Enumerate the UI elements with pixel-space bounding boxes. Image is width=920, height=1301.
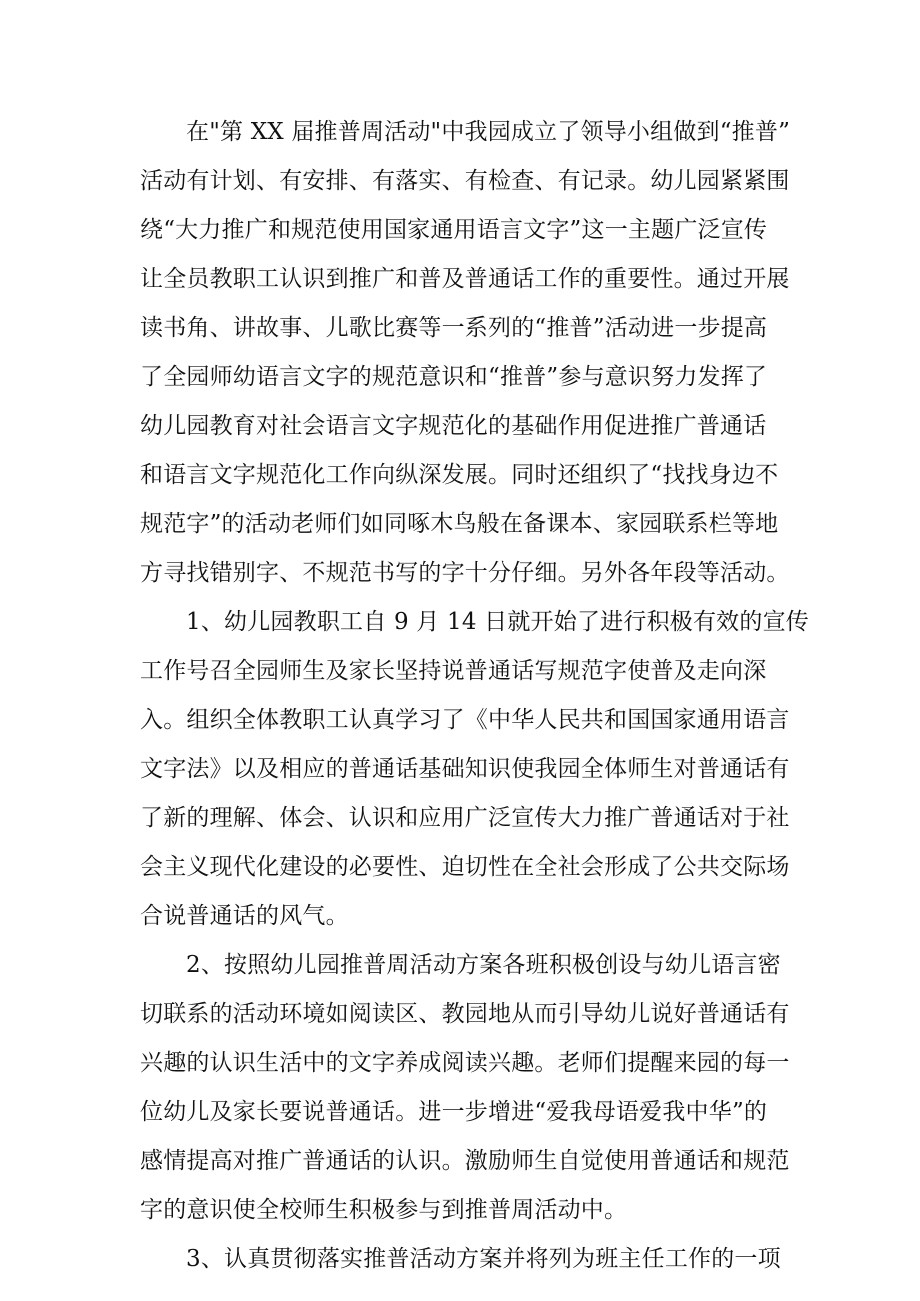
paragraph-2-line-4: 文字法》以及相应的普通话基础知识使我园全体师生对普通话有: [140, 756, 790, 782]
document-body: [140, 108, 809, 1284]
paragraph-2-line-3: 入。组织全体教职工认真学习了《中华人民共和国国家通用语言: [140, 707, 790, 733]
paragraph-2-line-1: 1、幼儿园教职工自 9 月 14 日就开始了进行积极有效的宣传: [186, 609, 809, 635]
paragraph-3-line-3: 兴趣的认识生活中的文字养成阅读兴趣。老师们提醒来园的每一: [140, 1050, 790, 1076]
paragraph-3-line-5: 感情提高对推广普通话的认识。激励师生自觉使用普通话和规范: [140, 1148, 790, 1174]
paragraph-1-line-1: 在"第 XX 届推普周活动"中我园成立了领导小组做到“推普”: [186, 119, 791, 145]
paragraph-1-line-8: 和语言文字规范化工作向纵深发展。同时还组织了“找找身边不: [140, 462, 779, 488]
paragraph-2-line-7: 合说普通话的风气。: [140, 903, 349, 929]
paragraph-1-line-2: 活动有计划、有安排、有落实、有检查、有记录。幼儿园紧紧围: [140, 168, 790, 194]
paragraph-1-line-7: 幼儿园教育对社会语言文字规范化的基础作用促进推广普通话: [140, 413, 767, 439]
paragraph-3-line-1: 2、按照幼儿园推普周活动方案各班积极创设与幼儿语言密: [186, 952, 781, 978]
paragraph-2-line-2: 工作号召全园师生及家长坚持说普通话写规范字使普及走向深: [140, 658, 767, 684]
paragraph-3-line-4: 位幼儿及家长要说普通话。进一步增进“爱我母语爱我中华”的: [140, 1099, 768, 1125]
paragraph-1-line-10: 方寻找错别字、不规范书写的字十分仔细。另外各年段等活动。: [140, 560, 790, 586]
paragraph-4-line-1: 3、认真贯彻落实推普活动方案并将列为班主任工作的一项: [186, 1246, 781, 1272]
paragraph-3-line-6: 字的意识使全校师生积极参与到推普周活动中。: [140, 1197, 628, 1223]
paragraph-3-line-2: 切联系的活动环境如阅读区、教园地从而引导幼儿说好普通话有: [140, 1001, 790, 1027]
paragraph-1-line-9: 规范字”的活动老师们如同啄木鸟般在备课本、家园联系栏等地: [140, 511, 779, 537]
paragraph-2-line-5: 了新的理解、体会、认识和应用广泛宣传大力推广普通话对于社: [140, 805, 790, 831]
paragraph-1-line-4: 让全员教职工认识到推广和普及普通话工作的重要性。通过开展: [140, 266, 790, 292]
paragraph-1-line-3: 绕“大力推广和规范使用国家通用语言文字”这一主题广泛宣传: [140, 217, 768, 243]
paragraph-2-line-6: 会主义现代化建设的必要性、迫切性在全社会形成了公共交际场: [140, 854, 790, 880]
paragraph-1-line-5: 读书角、讲故事、儿歌比赛等一系列的“推普”活动进一步提高: [140, 315, 768, 341]
paragraph-1-line-6: 了全园师幼语言文字的规范意识和“推普”参与意识努力发挥了: [140, 364, 768, 390]
